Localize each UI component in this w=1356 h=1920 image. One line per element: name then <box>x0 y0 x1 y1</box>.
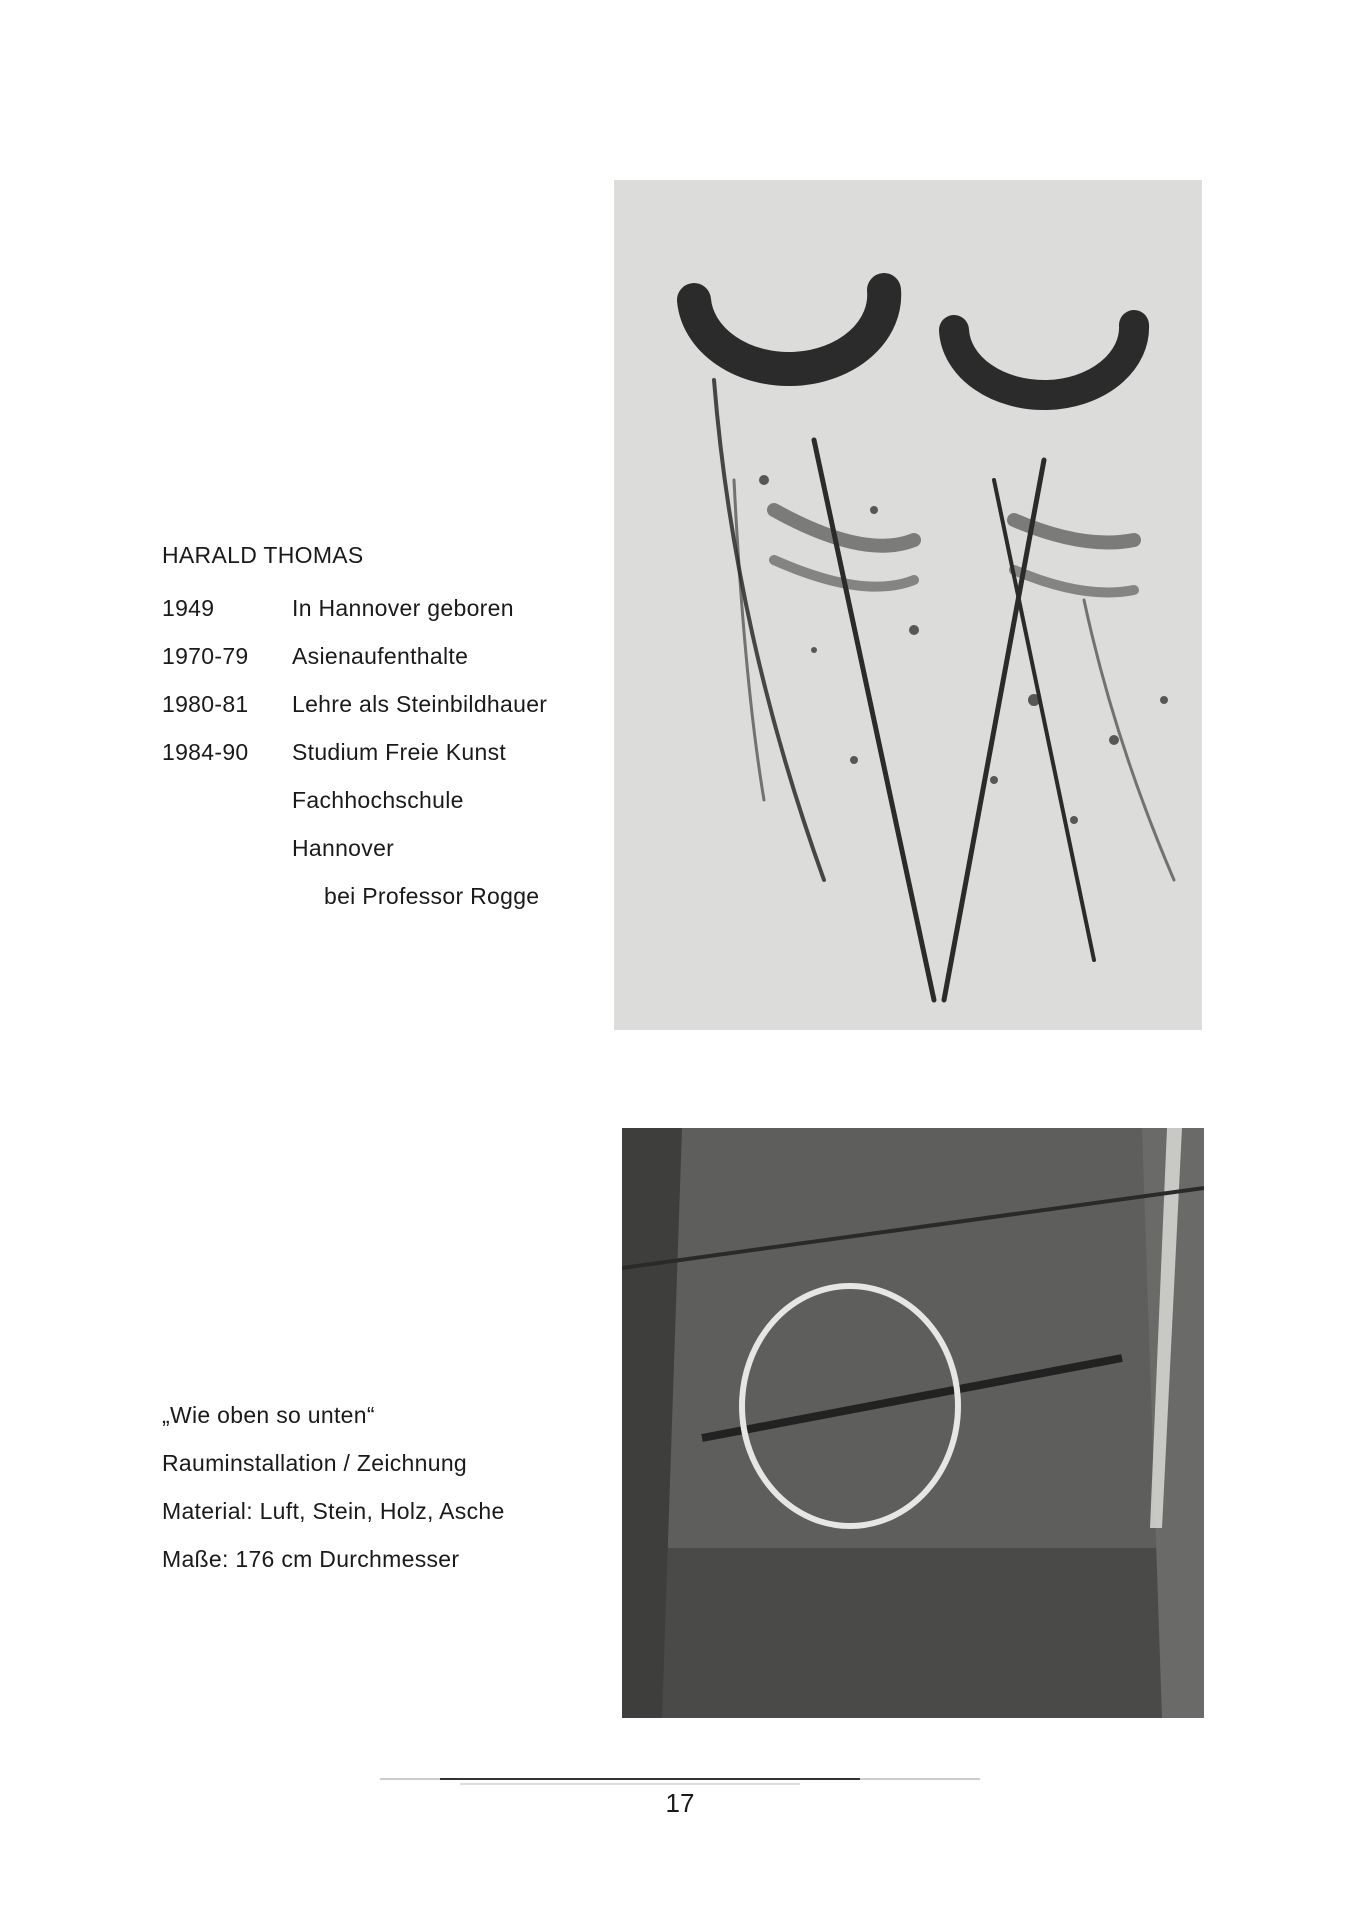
bio-detail: Lehre als Steinbildhauer <box>292 691 548 717</box>
bio-detail: Studium Freie Kunst <box>292 739 507 765</box>
bio-entry <box>162 776 582 824</box>
bio-entry <box>162 872 582 920</box>
bio-year <box>162 824 292 872</box>
bio-entry <box>162 680 582 728</box>
bio-year: 1984-90 <box>162 739 249 765</box>
artist-name: HARALD THOMAS <box>162 542 364 568</box>
artwork-type: Rauminstallation / Zeichnung <box>162 1450 468 1476</box>
artwork-title: „Wie oben so unten“ <box>162 1402 375 1428</box>
installation-image <box>622 1128 1204 1718</box>
ink-drawing-image <box>614 180 1202 1030</box>
footer-rule <box>380 1776 980 1786</box>
artwork-caption <box>162 1391 582 1583</box>
bio-entry <box>162 728 582 776</box>
bio-year: 1949 <box>162 595 215 621</box>
ink-drawing-artwork <box>614 180 1202 1030</box>
page-number: 17 <box>665 1788 695 1818</box>
bio-detail: Fachhochschule <box>292 787 464 813</box>
bio-detail: Asienaufenthalte <box>292 643 469 669</box>
artist-biography <box>162 536 582 920</box>
bio-entry <box>162 584 582 632</box>
bio-year <box>162 776 292 824</box>
bio-year: 1970-79 <box>162 643 249 669</box>
artwork-size: Maße: 176 cm Durchmesser <box>162 1546 460 1572</box>
bio-entry <box>162 632 582 680</box>
bio-year <box>162 872 292 920</box>
bio-detail: In Hannover geboren <box>292 595 514 621</box>
bio-entry <box>162 824 582 872</box>
bio-detail: Hannover <box>292 835 395 861</box>
artwork-material: Material: Luft, Stein, Holz, Asche <box>162 1498 505 1524</box>
bio-year: 1980-81 <box>162 691 249 717</box>
installation-photo <box>622 1128 1204 1718</box>
bio-detail: bei Professor Rogge <box>324 883 540 909</box>
